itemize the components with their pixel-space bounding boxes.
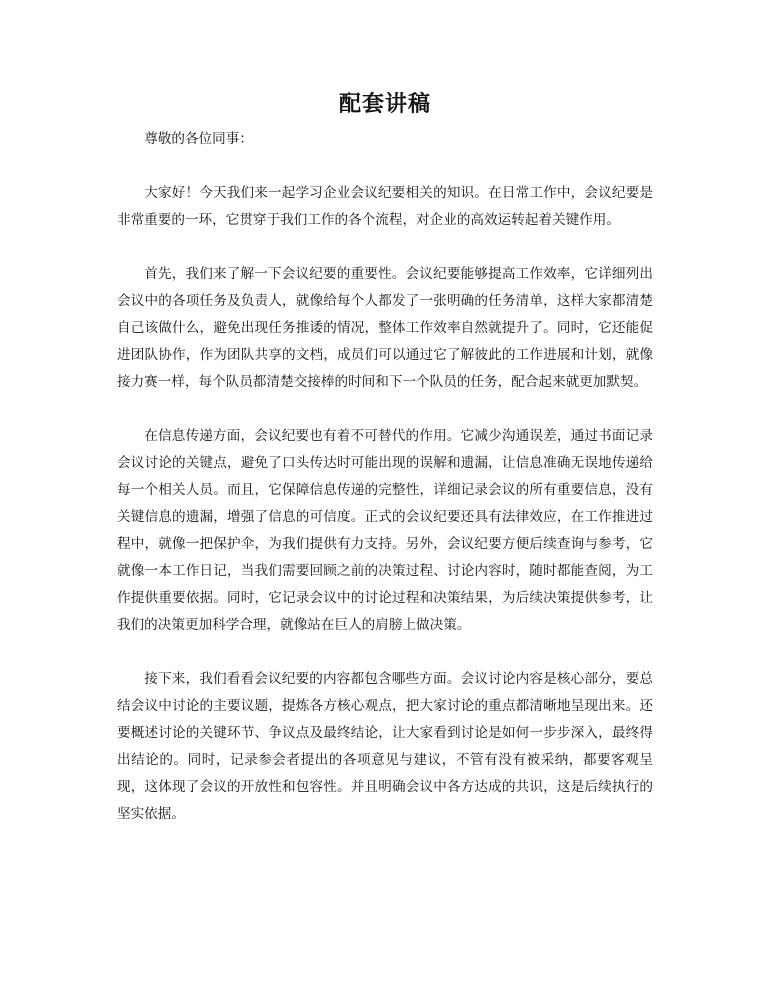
salutation: 尊敬的各位同事： [144, 131, 253, 147]
paragraph-content: 接下来，我们看看会议纪要的内容都包含哪些方面。会议讨论内容是核心部分，要总结会议中讨论的主要议题，提炼各方核心观点，把大家讨论的重点都清晰地呈现出来。还要概述讨论的关键环节、争议点及最终结论，让大家看到讨论是如何一步步深入，最终得出结论的。同时，记录参会者提出的各项意见与建议，不管有没有被采纳，都要客观呈现，这体现了会议的开放性和包容性。并且明确会议中各方达成的共识，这是后续执行的坚实依据。 [117, 671, 653, 822]
paragraph-intro: 大家好！今天我们来一起学习企业会议纪要相关的知识。在日常工作中，会议纪要是非常重要的一环，它贯穿于我们工作的各个流程，对企业的高效运转起着关键作用。 [117, 185, 653, 228]
document-title: 配套讲稿 [338, 91, 431, 117]
paragraph-information: 在信息传递方面，会议纪要也有着不可替代的作用。它减少沟通误差，通过书面记录会议讨论的关键点，避免了口头传达时可能出现的误解和遗漏，让信息准确无误地传递给每一个相关人员。而且，它保障信息传递的完整性，详细记录会议的所有重要信息，没有关键信息的遗漏，增强了信息的可信度。正式的会议纪要还具有法律效应，在工作推进过程中，就像一把保护伞，为我们提供有力支持。另外，会议纪要方便后续查询与参考，它就像一本工作日记，当我们需要回顾之前的决策过程、讨论内容时，随时都能查阅，为工作提供重要依据。同时，它记录会议中的讨论过程和决策结果，为后续决策提供参考，让我们的决策更加科学合理，就像站在巨人的肩膀上做决策。 [117, 428, 653, 633]
document-body [117, 126, 653, 855]
paragraph-importance: 首先，我们来了解一下会议纪要的重要性。会议纪要能够提高工作效率，它详细列出会议中的各项任务及负责人，就像给每个人都发了一张明确的任务清单，这样大家都清楚自己该做什么，避免出现任务推诿的情况，整体工作效率自然就提升了。同时，它还能促进团队协作，作为团队共享的文档，成员们可以通过它了解彼此的工作进展和计划，就像接力赛一样，每个队员都清楚交接棒的时间和下一个队员的任务，配合起来就更加默契。 [117, 266, 653, 390]
